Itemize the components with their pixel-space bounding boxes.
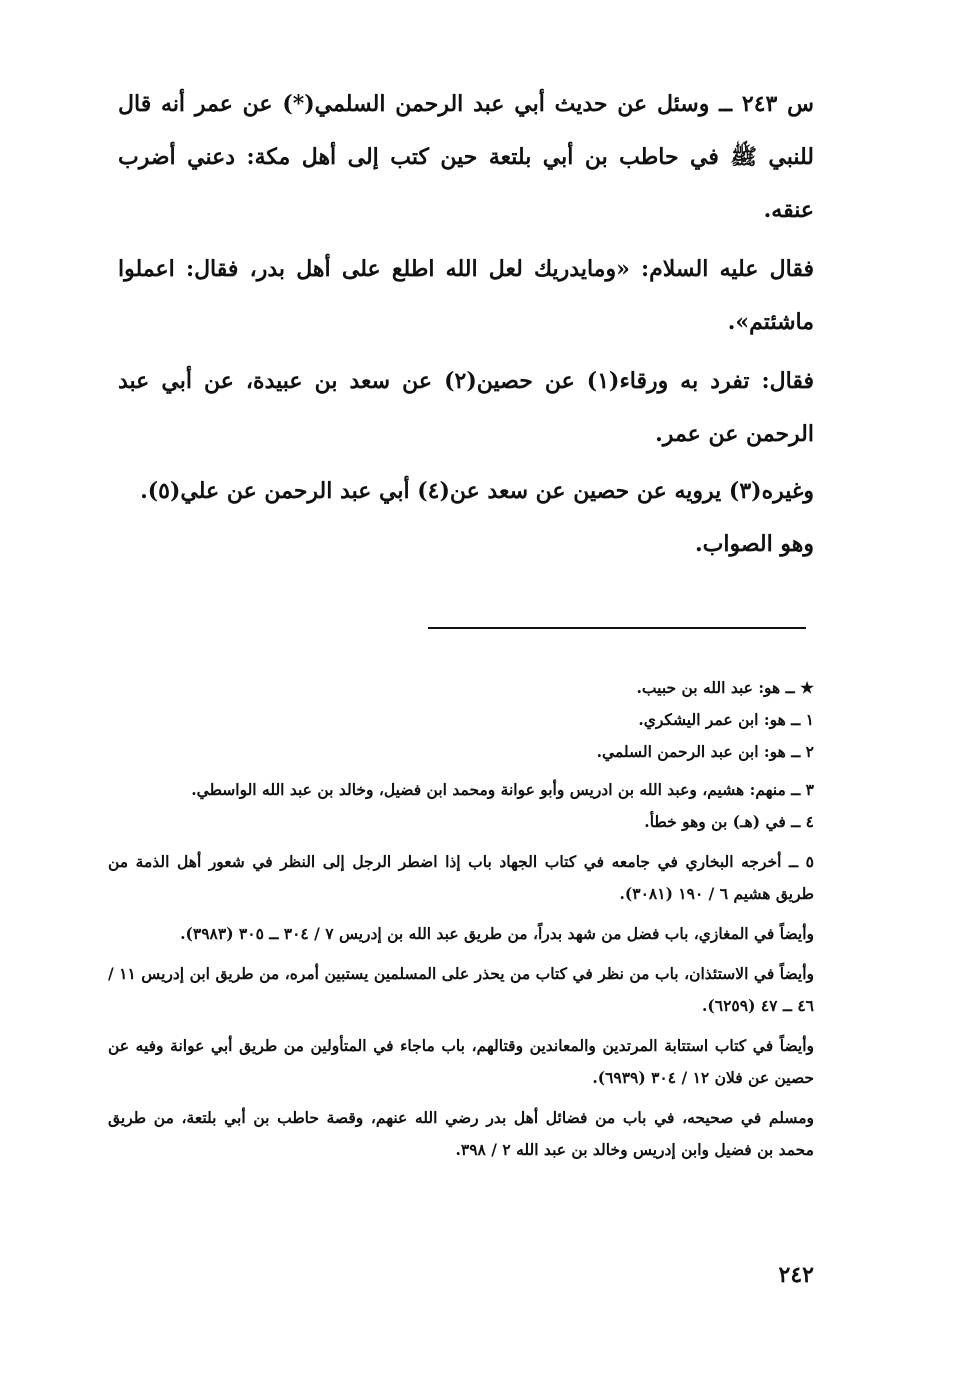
narration-paragraph: فقال: تفرد به ورقاء(١) عن حصين(٢) عن سعد بن عبيدة، عن أبي عبد الرحمن عن عمر. bbox=[118, 368, 814, 447]
footnote-3: ٣ ــ منهم: هشيم، وعبد الله بن ادريس وأبو عوانة ومحمد ابن فضيل، وخالد بن عبد الله الواسطي. bbox=[191, 780, 814, 799]
question-paragraph: س ٢٤٣ ــ وسئل عن حديث أبي عبد الرحمن السلمي(*) عن عمر أنه قال للنبي ﷺ في حاطب بن أبي بلتعة حين كتب إلى أهل مكة: دعني أضرب عنقه. bbox=[118, 91, 814, 223]
footnote-separator bbox=[428, 627, 806, 629]
footnotes bbox=[108, 672, 814, 1166]
footnote-5-continuation-2: وأيضاً في الاستئذان، باب من نظر في كتاب من يحذر على المسلمين يستبين أمره، من طريق ابن إدريس ١١ / ٤٦ ــ ٤٧ (٦٢٥٩). bbox=[108, 964, 814, 1015]
page-number: ٢٤٢ bbox=[778, 1262, 814, 1288]
main-text bbox=[118, 78, 814, 571]
footnote-1: ١ ــ هو: ابن عمر اليشكري. bbox=[638, 710, 814, 729]
footnote-5-continuation-3: وأيضاً في كتاب استتابة المرتدين والمعاندين وقتالهم، باب ماجاء في المتأولين من طريق أبي عوانة وفيه عن حصين عن فلان ١٢ / ٣٠٤ (٦٩٣٩). bbox=[108, 1036, 814, 1087]
footnote-4: ٤ ــ في (هـ) بن وهو خطأ. bbox=[644, 812, 814, 831]
footnote-star: ★ ــ هو: عبد الله بن حبيب. bbox=[636, 678, 814, 697]
footnote-5-continuation-1: وأيضاً في المغازي، باب فضل من شهد بدراً، من طريق عبد الله بن إدريس ٧ / ٣٠٤ ــ ٣٠٥ (٣٩٨٣). bbox=[180, 924, 814, 943]
footnote-2: ٢ ــ هو: ابن عبد الرحمن السلمي. bbox=[596, 742, 814, 761]
conclusion-paragraph: وهو الصواب. bbox=[695, 531, 814, 557]
answer-paragraph: فقال عليه السلام: «ومايدريك لعل الله اطلع على أهل بدر، فقال: اعملوا ماشئتم». bbox=[118, 256, 814, 335]
footnote-5-continuation-4: ومسلم في صحيحه، في باب من فضائل أهل بدر رضي الله عنهم، وقصة حاطب بن أبي بلتعة، من طريق محمد بن فضيل وابن إدريس وخالد بن عبد الله ٢ / ٣٩٨. bbox=[108, 1108, 814, 1159]
footnote-5: ٥ ــ أخرجه البخاري في جامعه في كتاب الجهاد باب إذا اضطر الرجل إلى النظر في شعور أهل الذمة من طريق هشيم ٦ / ١٩٠ (٣٠٨١). bbox=[108, 852, 814, 903]
alternate-narration-paragraph: وغيره(٣) يرويه عن حصين عن سعد عن(٤) أبي عبد الرحمن عن علي(٥). bbox=[140, 478, 814, 504]
